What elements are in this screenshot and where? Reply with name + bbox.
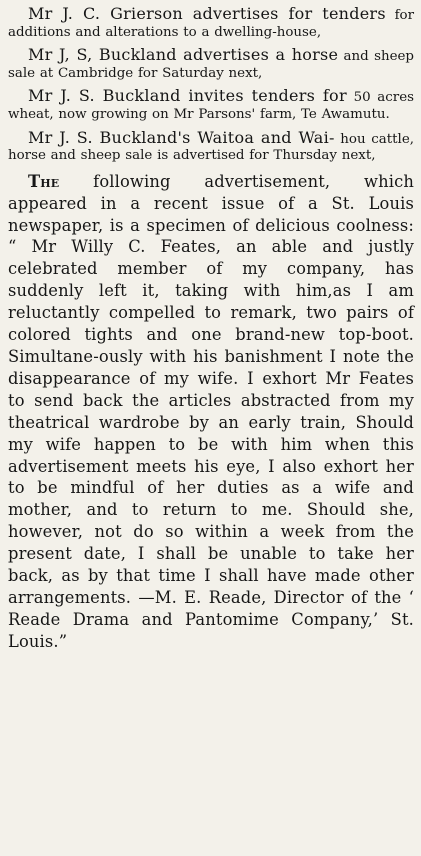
notice-buckland-tenders [8, 88, 414, 123]
article-body: following advertisement, which appeared in a recent issue of a St. Louis newspaper, is a specimen of delicious coolness: “ Mr Willy C. Feates, an able and justly celebrated member of my company, has suddenly left it, taking with him,as I am reluctantly compelled to remark, two pairs of colored tights and one brand-new top-boot. Simultane-ously with his banishment I note the disappearance of my wife. I exhort Mr Feates to send back the articles abstracted from my theatrical wardrobe by an early train, Should my wife happen to be with him when this advertisement meets his eye, I also exhort her to be mindful of her duties as a wife and mother, and to return to me. Should she, however, not do so within a week from the present date, I shall be unable to take her back, as by that time I shall have made other arrangements. —M. E. Reade, Director of the ‘ Reade Drama and Pantomime Company,’ St. Louis.” [8, 171, 414, 651]
notice-grierson [8, 6, 414, 41]
notice-buckland-waitoa-sale [8, 127, 414, 165]
article-opening-word: The [28, 171, 60, 191]
notice-rest: hou cattle, horse and sheep sale is advertised for Thursday next, [8, 131, 414, 164]
article-feates-advertisement [8, 171, 414, 653]
notice-rest: 50 acres wheat, now growing on Mr Parsons' farm, Te Awamutu. [8, 90, 414, 122]
notice-first-line: Mr J. S. Buckland invites tenders for [28, 86, 347, 106]
notice-rest: and sheep sale at Cambridge for Saturday next, [8, 49, 414, 81]
notice-rest: for additions and alterations to a dwelling-house, [8, 8, 414, 40]
notice-buckland-horse-sale [8, 47, 414, 82]
notice-first-line: Mr J, S, Buckland advertises a horse [28, 45, 339, 65]
notice-first-line: Mr J. C. Grierson advertises for tenders [28, 4, 386, 23]
notice-first-line: Mr J. S. Buckland's Waitoa and Wai- [28, 127, 335, 147]
